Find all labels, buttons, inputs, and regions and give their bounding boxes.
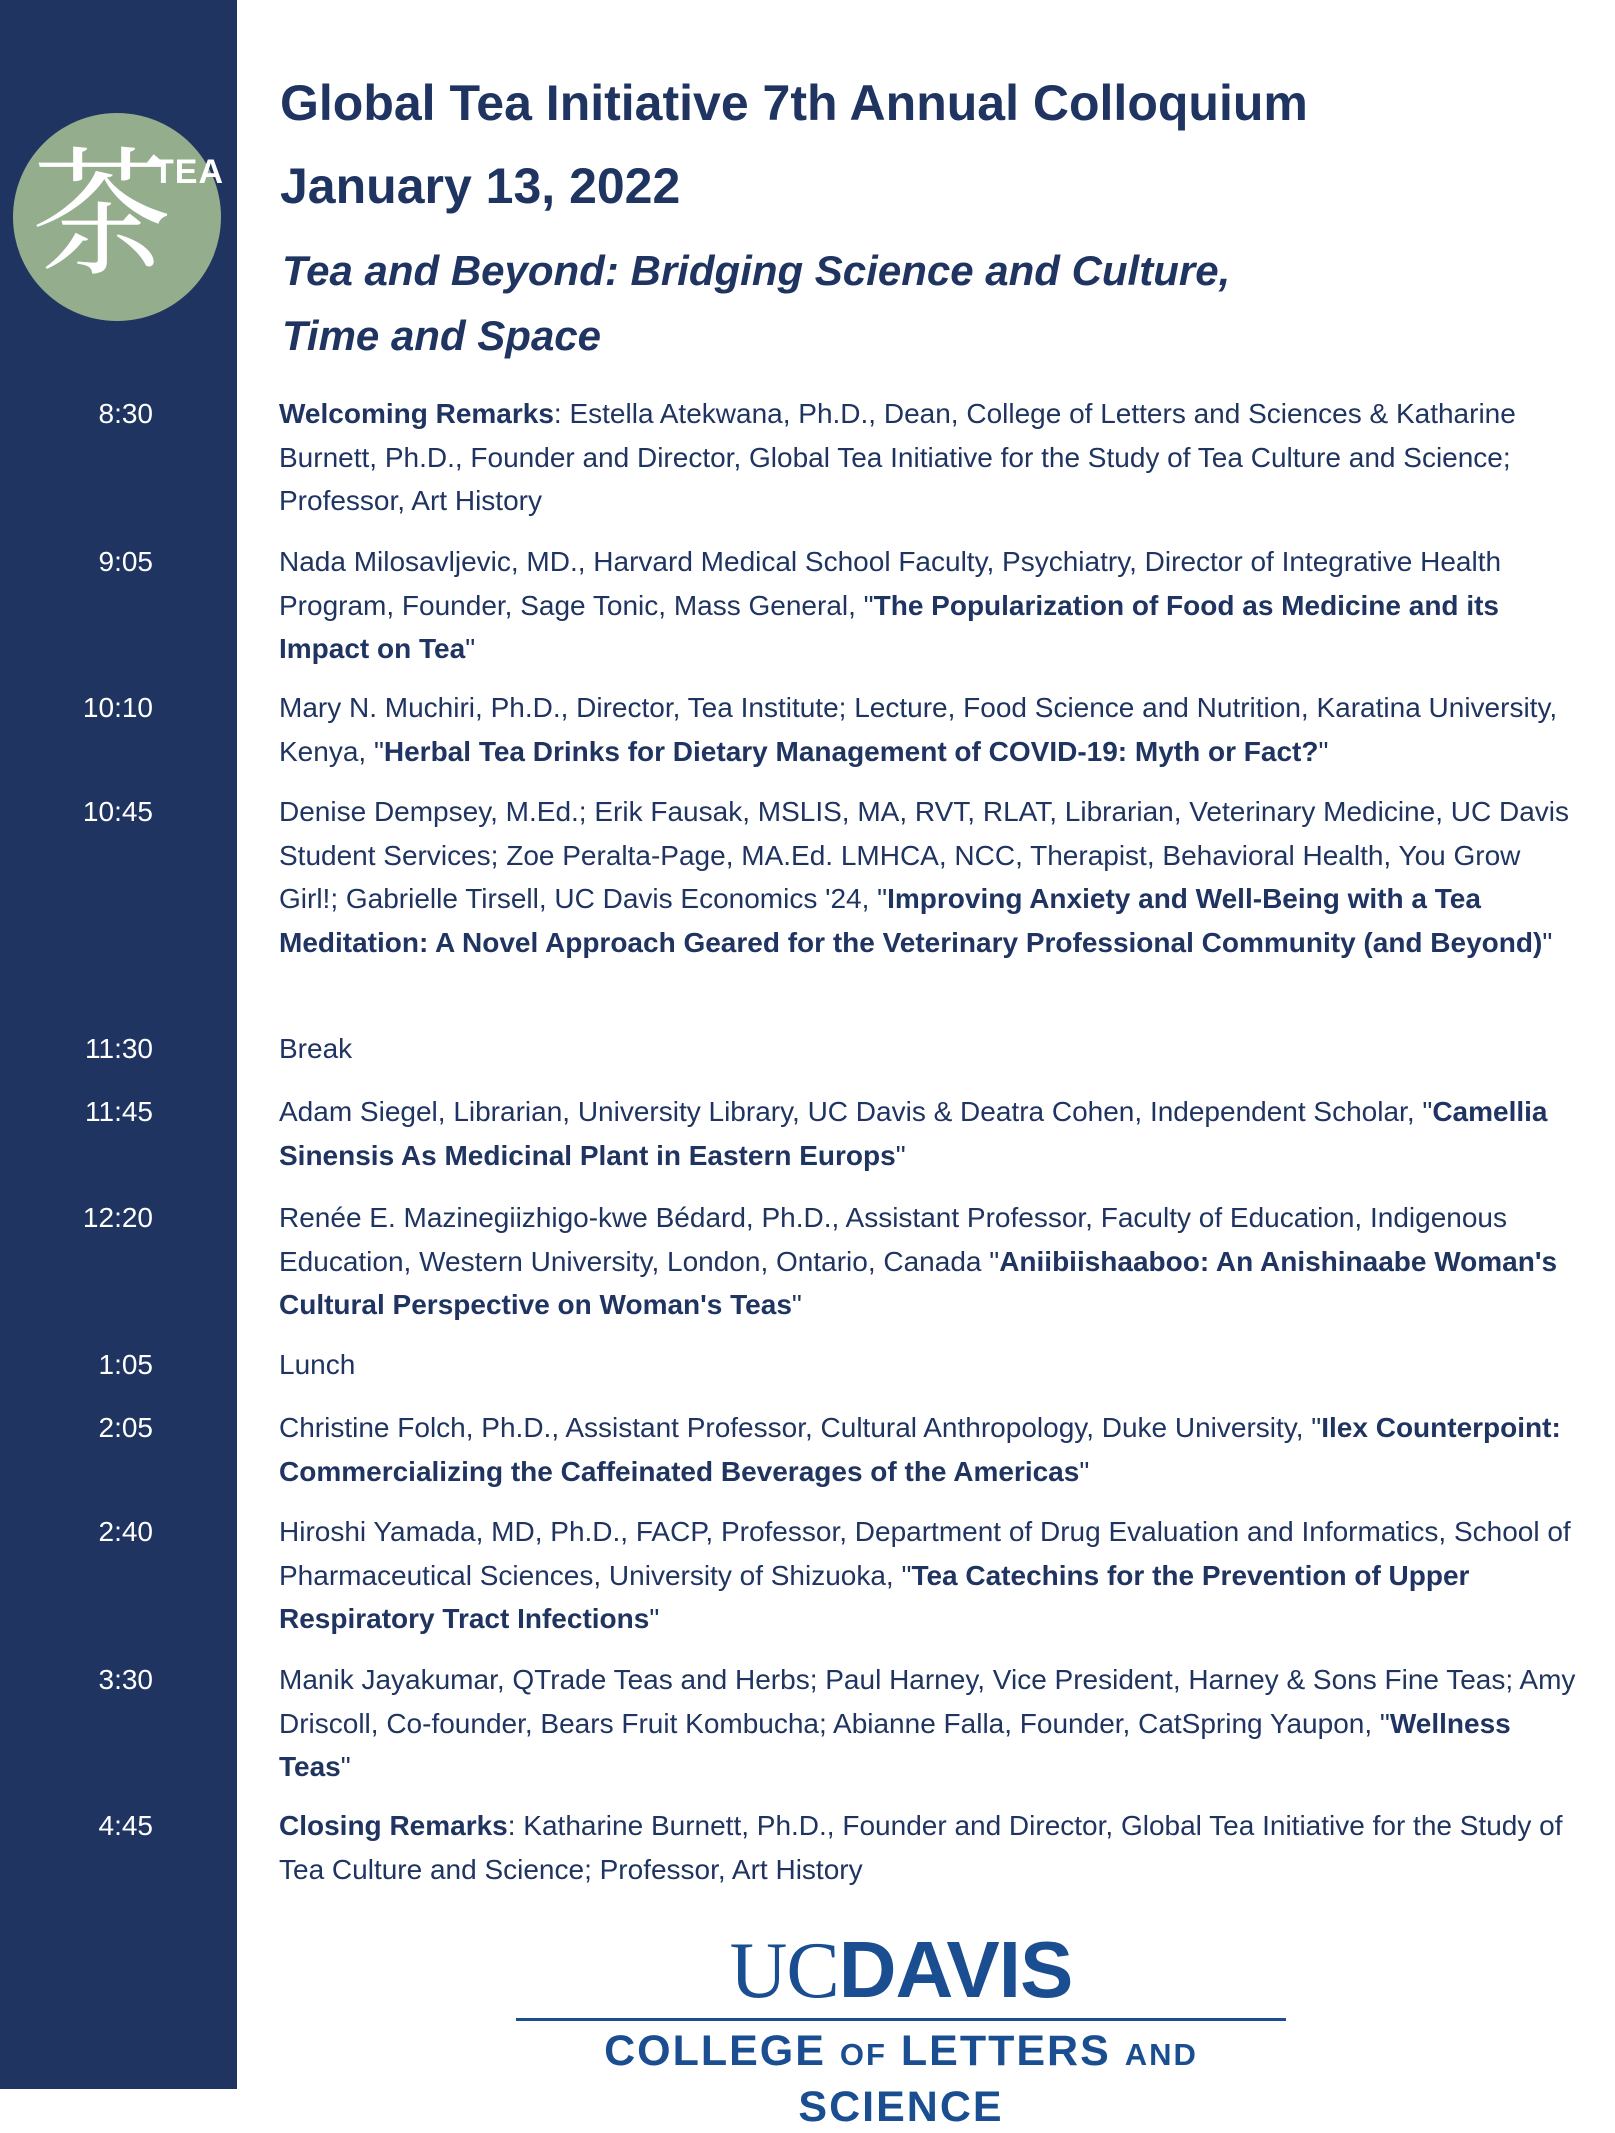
agenda-description xyxy=(279,1406,1579,1493)
agenda-time: 1:05 xyxy=(98,1349,153,1380)
talk-title: Improving Anxiety and Well-Being with a Tea Meditation: A Novel Approach Geared for the Veterinary Professional Community (and Beyond) xyxy=(279,883,1543,958)
agenda-time: 2:40 xyxy=(98,1516,153,1547)
talk-title: Herbal Tea Drinks for Dietary Management of COVID-19: Myth or Fact? xyxy=(383,735,1319,767)
tea-logo xyxy=(13,113,224,321)
ucdavis-logo xyxy=(516,1925,1286,2131)
college-word-science: SCIENCE xyxy=(798,2083,1004,2131)
college-word-letters: LETTERS xyxy=(900,2027,1111,2075)
agenda-speakers: Hiroshi Yamada, MD, Ph.D., FACP, Professor, Department of Drug Evaluation and Informatics, School of Pharmaceutical Sciences, University of Shizuoka, " xyxy=(279,1516,1571,1591)
agenda-speakers: Manik Jayakumar, QTrade Teas and Herbs; Paul Harney, Vice President, Harney & Sons Fine Teas; Amy Driscoll, Co-founder, Bears Fruit Kombucha; Abianne Falla, Founder, CatSpring Yaupon, " xyxy=(279,1664,1576,1739)
agenda-description xyxy=(279,1343,1579,1387)
agenda-speakers: Mary N. Muchiri, Ph.D., Director, Tea Institute; Lecture, Food Science and Nutrition, Karatina University, Kenya, " xyxy=(279,692,1558,767)
logo-text: TEA xyxy=(153,153,224,191)
title-date: January 13, 2022 xyxy=(280,158,681,214)
subtitle-line-1: Tea and Beyond: Bridging Science and Culture, xyxy=(282,247,1231,294)
closing-quote: " xyxy=(340,1751,351,1782)
agenda-speakers: Denise Dempsey, M.Ed.; Erik Fausak, MSLIS, MA, RVT, RLAT, Librarian, Veterinary Medicine, UC Davis Student Services; Zoe Peralta-Page, MA.Ed. LMHCA, NCC, Therapist, Behavioral Health, You Grow Girl!; Gabrielle Tirsell, UC Davis Economics '24, " xyxy=(279,796,1569,914)
agenda-description xyxy=(279,540,1579,671)
college-word-and: AND xyxy=(1124,2037,1198,2072)
agenda-description xyxy=(279,1196,1579,1327)
subtitle-line-2: Time and Space xyxy=(282,312,602,359)
closing-quote: " xyxy=(465,633,476,664)
agenda-time: 12:20 xyxy=(82,1202,153,1233)
talk-title: Ilex Counterpoint: Commercializing the Caffeinated Beverages of the Americas xyxy=(279,1412,1561,1487)
agenda-description xyxy=(279,1510,1579,1641)
agenda-time: 10:10 xyxy=(82,692,153,723)
talk-title: Wellness Teas xyxy=(279,1707,1511,1782)
talk-title: Camellia Sinensis As Medicinal Plant in Eastern Europs xyxy=(279,1096,1548,1171)
agenda-time: 11:45 xyxy=(85,1096,153,1127)
agenda-lead: Closing Remarks xyxy=(279,1810,508,1841)
page-title xyxy=(280,62,1570,228)
agenda-speakers: Break xyxy=(279,1033,353,1064)
agenda-time: 8:30 xyxy=(98,398,153,429)
agenda-description xyxy=(279,1027,1579,1071)
closing-quote: " xyxy=(791,1289,802,1320)
agenda-description xyxy=(279,1090,1579,1177)
talk-title: Tea Catechins for the Prevention of Upper Respiratory Tract Infections xyxy=(279,1559,1470,1634)
wordmark-uc: UC xyxy=(729,1927,839,2015)
college-name xyxy=(516,2025,1286,2133)
agenda-description xyxy=(279,686,1579,773)
talk-title: Aniibiishaaboo: An Anishinaabe Woman's Cultural Perspective on Woman's Teas xyxy=(279,1245,1558,1320)
agenda-description xyxy=(279,1658,1579,1789)
closing-quote: " xyxy=(1079,1455,1090,1487)
page-subtitle xyxy=(282,238,1572,368)
agenda-speakers: : Katharine Burnett, Ph.D., Founder and Director, Global Tea Initiative for the Study of Tea Culture and Science; Professor, Art History xyxy=(279,1810,1563,1885)
title-line-1: Global Tea Initiative 7th Annual Colloquium xyxy=(280,75,1308,131)
agenda-speakers: Adam Siegel, Librarian, University Library, UC Davis & Deatra Cohen, Independent Scholar, " xyxy=(279,1096,1433,1127)
college-word-college: COLLEGE xyxy=(604,2027,826,2075)
agenda-time: 11:30 xyxy=(85,1033,153,1064)
agenda-time: 2:05 xyxy=(98,1412,153,1443)
agenda-description xyxy=(279,1804,1579,1891)
agenda-description xyxy=(279,790,1579,964)
agenda-time: 10:45 xyxy=(82,796,153,827)
tea-character-icon: 茶 xyxy=(31,134,172,297)
wordmark-davis: DAVIS xyxy=(838,1925,1073,2014)
closing-quote: " xyxy=(895,1139,906,1171)
agenda-speakers: Christine Folch, Ph.D., Assistant Professor, Cultural Anthropology, Duke University, " xyxy=(279,1412,1322,1443)
ucdavis-wordmark xyxy=(516,1925,1286,2016)
agenda-time: 9:05 xyxy=(98,546,153,577)
agenda-time: 3:30 xyxy=(98,1664,153,1695)
talk-title: The Popularization of Food as Medicine and its Impact on Tea xyxy=(279,589,1499,664)
agenda-time: 4:45 xyxy=(98,1810,153,1841)
closing-quote: " xyxy=(649,1603,660,1634)
agenda-speakers: : Estella Atekwana, Ph.D., Dean, College of Letters and Sciences & Katharine Burnett, Ph.D., Founder and Director, Global Tea Initiative for the Study of Tea Culture and Science; Professor, Art History xyxy=(279,398,1516,516)
agenda-speakers: Nada Milosavljevic, MD., Harvard Medical School Faculty, Psychiatry, Director of Integrative Health Program, Founder, Sage Tonic, Mass General, " xyxy=(279,546,1502,621)
closing-quote: " xyxy=(1318,735,1329,767)
agenda-speakers: Lunch xyxy=(279,1349,356,1380)
agenda-lead: Welcoming Remarks xyxy=(279,398,554,429)
college-word-of: OF xyxy=(839,2037,887,2072)
agenda-description xyxy=(279,392,1579,523)
agenda-speakers: Renée E. Mazinegiizhigo-kwe Bédard, Ph.D., Assistant Professor, Faculty of Education, Indigenous Education, Western University, London, Ontario, Canada " xyxy=(279,1202,1507,1277)
logo-divider xyxy=(516,2018,1286,2021)
closing-quote: " xyxy=(1542,926,1553,958)
